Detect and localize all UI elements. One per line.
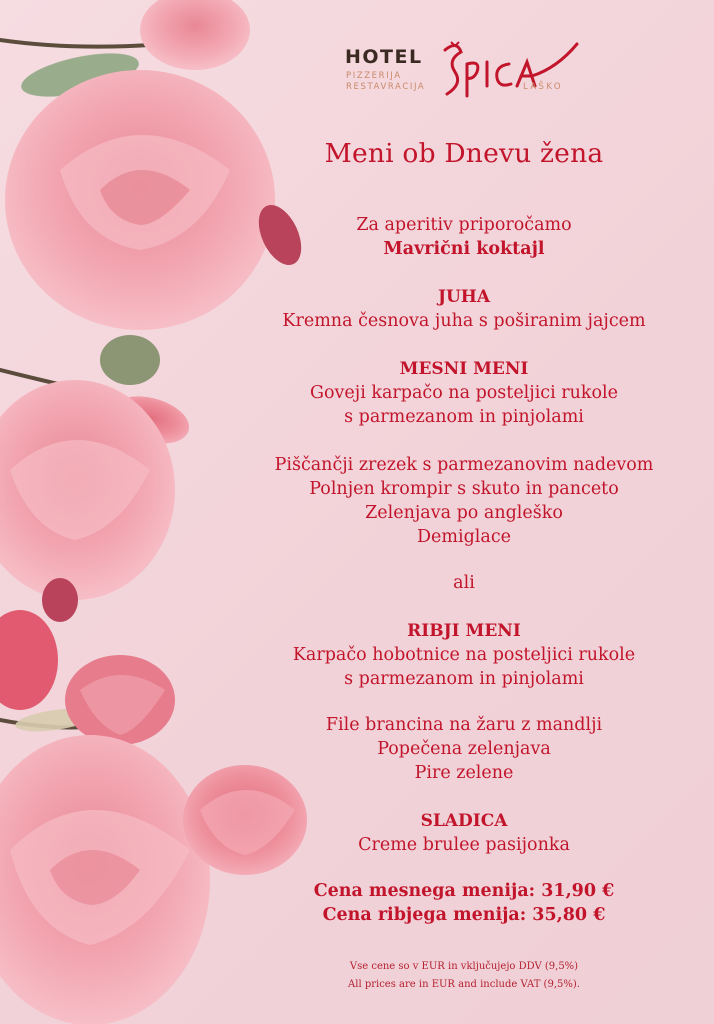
logo-pizzerija-text: PIZZERIJA: [346, 71, 402, 81]
fish-menu-price: Cena ribjega menija: 35,80 €: [322, 905, 606, 925]
logo-brand-mark: [437, 38, 587, 100]
price-note-en: All prices are in EUR and include VAT (9,5%).: [348, 979, 580, 990]
meat-starter-line-2: s parmezanom in pinjolami: [344, 407, 584, 427]
soup-heading: JUHA: [437, 287, 491, 307]
aperitif-drink: Mavrični koktajl: [383, 239, 545, 259]
meat-main-line-4: Demiglace: [417, 527, 511, 547]
hotel-logo: [345, 38, 595, 100]
meat-main-line-3: Zelenjava po angleško: [365, 503, 563, 523]
price-note-sl: Vse cene so v EUR in vključujejo DDV (9,5%): [349, 961, 579, 972]
fish-starter-line-2: s parmezanom in pinjolami: [344, 669, 584, 689]
logo-hotel-text: HOTEL: [345, 46, 423, 68]
dessert-item: Creme brulee pasijonka: [358, 835, 570, 855]
fish-heading: RIBJI MENI: [407, 621, 521, 641]
fish-main-line-1: File brancina na žaru z mandlji: [325, 715, 603, 735]
or-separator: ali: [453, 573, 475, 593]
meat-menu-price: Cena mesnega menija: 31,90 €: [313, 881, 615, 901]
logo-restavracija-text: RESTAVRACIJA: [346, 82, 426, 92]
dessert-heading: SLADICA: [420, 811, 508, 831]
fish-starter-line-1: Karpačo hobotnice na posteljici rukole: [292, 645, 636, 665]
soup-item: Kremna česnova juha s poširanim jajcem: [282, 311, 646, 331]
fish-main-line-3: Pire zelene: [414, 763, 514, 783]
meat-main-line-2: Polnjen krompir s skuto in panceto: [309, 479, 619, 499]
meat-heading: MESNI MENI: [399, 359, 529, 379]
meat-main-line-1: Piščančji zrezek s parmezanovim nadevom: [274, 455, 654, 475]
logo-town-text: LAŠKO: [523, 82, 563, 92]
meat-starter-line-1: Goveji karpačo na posteljici rukole: [310, 383, 618, 403]
menu-title: Meni ob Dnevu žena: [324, 138, 604, 169]
fish-main-line-2: Popečena zelenjava: [377, 739, 551, 759]
aperitif-intro: Za aperitiv priporočamo: [356, 215, 572, 235]
